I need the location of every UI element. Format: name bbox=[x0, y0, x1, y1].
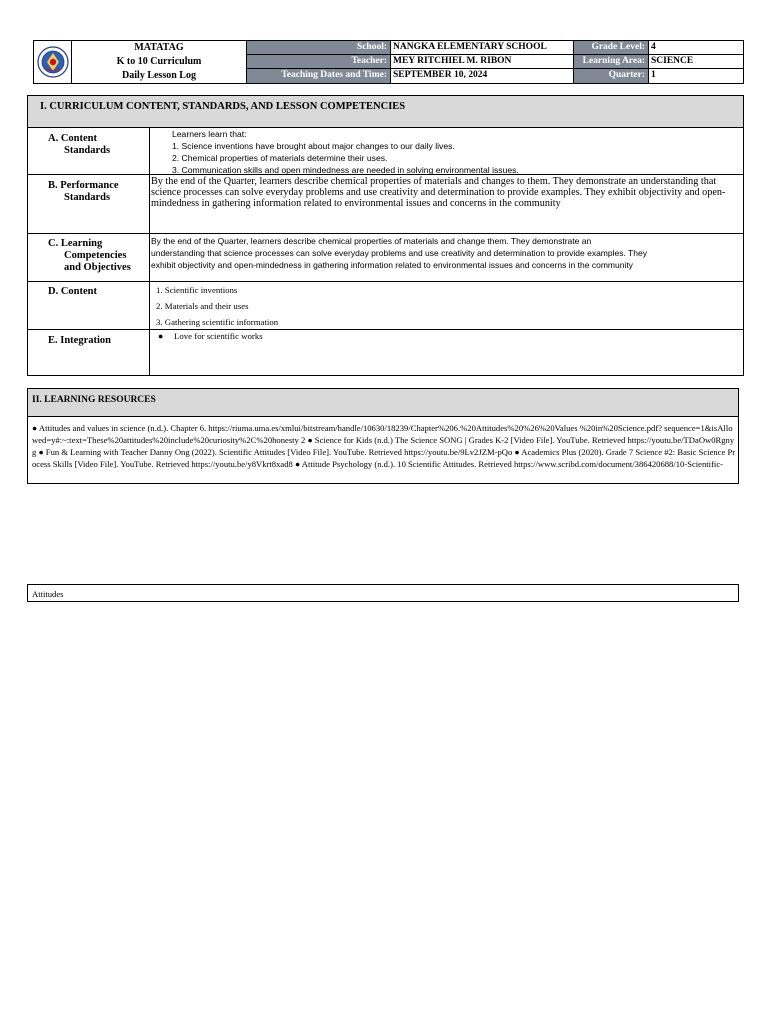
section-heading: II. LEARNING RESOURCES bbox=[28, 389, 738, 417]
label-line: E. Integration bbox=[48, 335, 111, 346]
list-item: 1. Scientific inventions bbox=[156, 285, 238, 295]
content-label bbox=[28, 282, 150, 329]
title-line: MATATAG bbox=[134, 42, 184, 53]
text-line: 1. Science inventions have brought about major changes to our daily lives. bbox=[172, 141, 455, 151]
text-line: By the end of the Quarter, learners describe chemical properties of materials and change them. They demonstrate an bbox=[151, 236, 592, 246]
quarter-value: 1 bbox=[651, 70, 656, 80]
curriculum-title bbox=[72, 41, 247, 83]
label-line: C. Learning bbox=[48, 238, 103, 249]
list-item-text: Love for scientific works bbox=[174, 331, 263, 341]
grade-level-value: 4 bbox=[649, 41, 743, 55]
label-line: Standards bbox=[64, 192, 111, 203]
list-item bbox=[158, 330, 743, 342]
teacher-label: Teacher: bbox=[247, 55, 391, 69]
content-standards-label bbox=[28, 128, 150, 174]
learning-resources-text: ● Attitudes and values in science (n.d.). Chapter 6. https://riuma.uma.es/xmlui/bitstream/handle/10630/18239/Chapter%206.%20Attitudes%20%26%20Values %20in%20Science.pdf? sequence=1&isAllowed=y#:~:text=These%20attitudes%20include%20curiosity%2C%20honesty 2 ● Science for Kids (n.d.) The Science SONG | Grades K-2 [Video File]. YouTube. Retrieved https://youtu.be/TDaOw0Rgnyg ● Fun & Learning with Teacher Danny Ong (2022). Scientific Attitudes [Video File]. YouTube. Retrieved https://youtu.be/9Lv2JZM-pQo ● Academics Plus (2020). Grade 7 Science #2: Basic Science Process Skills [Video File]. YouTube. Retrieved https://youtu.be/y8Vkrt8xad8 ● Attitude Psychology (n.d.). 10 Scientific Attitudes. Retrieved https://www.scribd.com/document/386420688/10-Scientific- bbox=[32, 423, 736, 469]
lesson-log-header bbox=[33, 40, 744, 84]
performance-standards-label bbox=[28, 175, 150, 233]
deped-seal-icon bbox=[37, 46, 69, 78]
quarter-label: Quarter: bbox=[574, 69, 649, 83]
integration-label bbox=[28, 330, 150, 375]
content-standards-text bbox=[150, 128, 743, 174]
learning-competencies-text bbox=[150, 234, 743, 281]
school-value: NANGKA ELEMENTARY SCHOOL bbox=[391, 41, 574, 55]
deped-seal-cell bbox=[34, 41, 72, 83]
text-line: Learners learn that: bbox=[172, 129, 247, 139]
label-line: A. Content bbox=[48, 133, 97, 144]
text-line: understanding that science processes can solve everyday problems and use creativity and determination to provide examples. They bbox=[151, 248, 647, 258]
text-line: 2. Chemical properties of materials determine their uses. bbox=[172, 153, 388, 163]
learning-resources-section bbox=[27, 388, 739, 484]
learning-resources-continuation: Attitudes bbox=[27, 584, 739, 602]
teaching-dates-label: Teaching Dates and Time: bbox=[247, 69, 391, 83]
school-label: School: bbox=[247, 41, 391, 55]
performance-standards-text: By the end of the Quarter, learners describe chemical properties of materials and changes to them. They demonstrate an understanding that science processes can solve everyday problems and use creativity and determination to provide examples. They exhibit objectivity and open-mindedness in gathering information related to environmental issues and concerns in the community bbox=[151, 176, 726, 209]
teaching-dates-value: SEPTEMBER 10, 2024 bbox=[391, 69, 574, 83]
learning-area-value: SCIENCE bbox=[649, 55, 743, 69]
curriculum-section bbox=[27, 95, 744, 376]
title-line: K to 10 Curriculum bbox=[116, 56, 202, 67]
list-item: 2. Materials and their uses bbox=[156, 301, 249, 311]
label-line: and Objectives bbox=[64, 262, 131, 273]
text-line: exhibit objectivity and open-mindedness in gathering information related to environmental issues and concerns in the community bbox=[151, 260, 633, 270]
label-line: B. Performance bbox=[48, 180, 119, 191]
integration-list bbox=[150, 330, 743, 375]
text-line: 3. Communication skills and open mindedness are needed in solving environmental issues. bbox=[172, 165, 519, 175]
content-list bbox=[150, 282, 743, 329]
bullet-icon: ● bbox=[158, 331, 164, 341]
label-line: D. Content bbox=[48, 286, 97, 297]
learning-area-label: Learning Area: bbox=[574, 55, 649, 69]
section-heading: I. CURRICULUM CONTENT, STANDARDS, AND LESSON COMPETENCIES bbox=[28, 96, 743, 128]
label-line: Standards bbox=[64, 145, 111, 156]
list-item: 3. Gathering scientific information bbox=[156, 317, 279, 327]
label-line: Competencies bbox=[64, 250, 127, 261]
title-line: Daily Lesson Log bbox=[122, 70, 196, 81]
teacher-value: MEY RITCHIEL M. RIBON bbox=[391, 55, 574, 69]
learning-competencies-label bbox=[28, 234, 150, 281]
grade-level-label: Grade Level: bbox=[574, 41, 649, 55]
